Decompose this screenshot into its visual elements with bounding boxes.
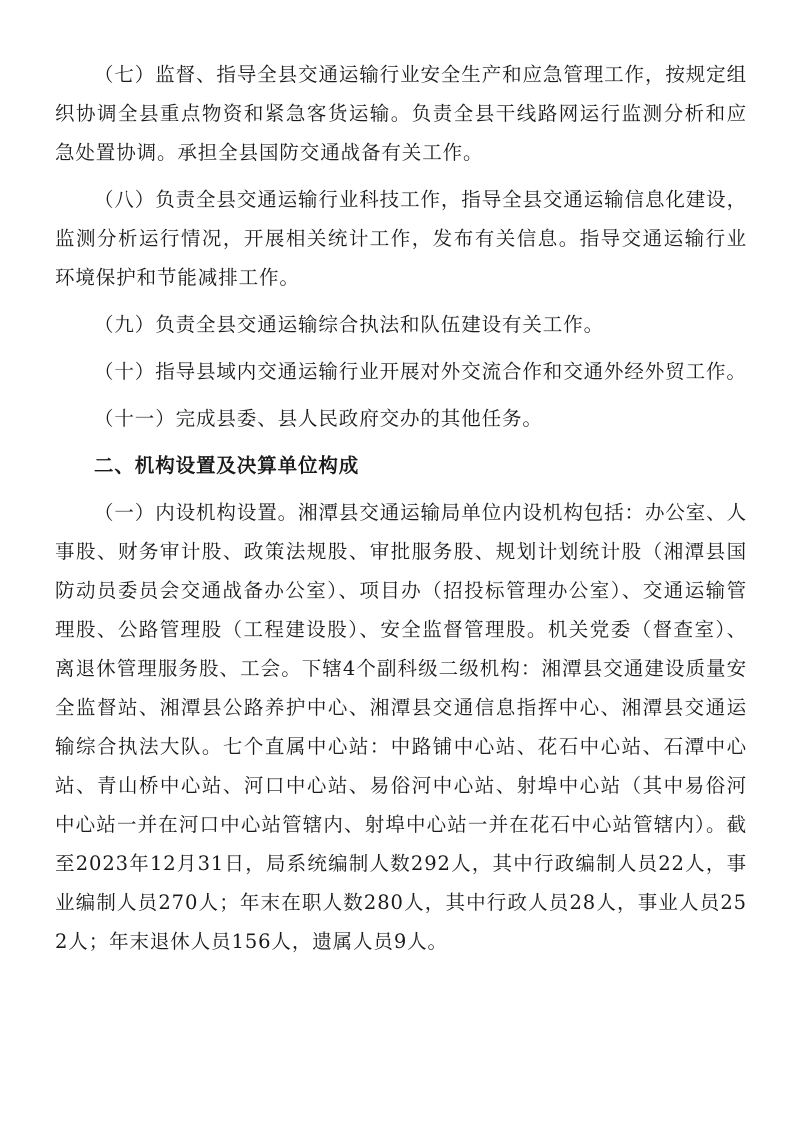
section-heading: 二、机构设置及决算单位构成 — [94, 454, 360, 477]
paragraph-gap — [55, 297, 747, 305]
paragraph-gap — [55, 172, 747, 180]
paragraph-gap — [55, 438, 747, 446]
paragraph-item-7: （七）监督、指导全县交通运输行业安全生产和应急管理工作，按规定组织协调全县重点物资和紧急客货运输。负责全县干线路网运行监测分析和应急处置协调。承担全县国防交通战备有关工作。 — [55, 63, 747, 164]
paragraph-org-structure: （一）内设机构设置。湘潭县交通运输局单位内设机构包括：办公室、人事股、财务审计股、政策法规股、审批服务股、规划计划统计股（湘潭县国防动员委员会交通战备办公室）、项目办（招投标管理办公室）、交通运输管理股、公路管理股（工程建设股）、安全监督管理股。机关党委（督查室）、离退休管理服务股、工会。下辖4个副科级二级机构：湘潭县交通建设质量安全监督站、湘潭县公路养护中心、湘潭县交通信息指挥中心、湘潭县交通运输综合执法大队。七个直属中心站：中路铺中心站、花石中心站、石潭中心站、青山桥中心站、河口中心站、易俗河中心站、射埠中心站（其中易俗河中心站一并在河口中心站管辖内、射埠中心站一并在花石中心站管辖内）。截至2023年12月31日，局系统编制人数292人，其中行政编制人员22人，事业编制人员270人；年末在职人数280人，其中行政人员28人，事业人员252人；年末退休人员156人，遗属人员9人。 — [55, 501, 747, 953]
paragraph-item-9: （九）负责全县交通运输综合执法和队伍建设有关工作。 — [94, 313, 605, 336]
paragraph-gap — [55, 344, 747, 352]
paragraph-item-10: （十）指导县域内交通运输行业开展对外交流合作和交通外经外贸工作。 — [94, 360, 747, 383]
document-body — [55, 55, 747, 961]
paragraph-gap — [55, 485, 747, 493]
paragraph-gap — [55, 391, 747, 399]
paragraph-item-11: （十一）完成县委、县人民政府交办的其他任务。 — [94, 407, 543, 430]
paragraph-item-8: （八）负责全县交通运输行业科技工作，指导全县交通运输信息化建设，监测分析运行情况，开展相关统计工作，发布有关信息。指导交通运输行业环境保护和节能减排工作。 — [55, 188, 747, 289]
